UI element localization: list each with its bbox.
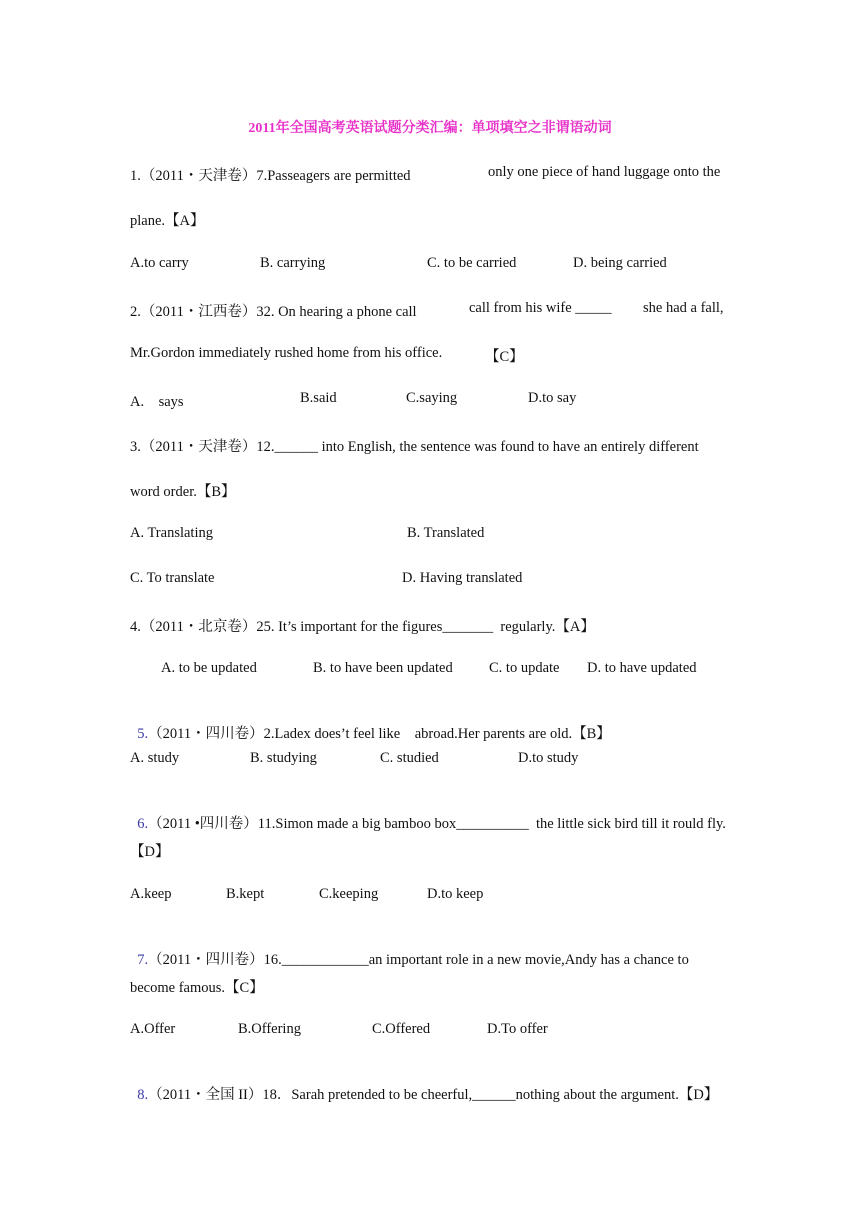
question-3-option-c: C. To translate xyxy=(130,570,215,586)
question-1-option-c: C. to be carried xyxy=(427,255,517,271)
question-6-answer: 【D】 xyxy=(130,844,170,860)
question-3-stem: 3.（2011・天津卷）12.______ into English, the sentence was found to have an entirely different xyxy=(130,439,699,455)
question-7-answer-line: become famous.【C】 xyxy=(130,980,264,996)
question-1-stem-continued: only one piece of hand luggage onto the xyxy=(488,164,721,180)
question-3-option-d: D. Having translated xyxy=(402,570,523,586)
question-5-number: 5. xyxy=(137,726,149,742)
question-4-option-c: C. to update xyxy=(489,660,560,676)
question-1-option-d: D. being carried xyxy=(573,255,667,271)
question-6-option-d: D.to keep xyxy=(427,886,484,902)
question-8-number: 8. xyxy=(137,1087,149,1103)
question-2-option-b: B.said xyxy=(300,390,337,406)
question-2-line-2: Mr.Gordon immediately rushed home from his office. xyxy=(130,345,443,361)
question-4-option-b: B. to have been updated xyxy=(313,660,453,676)
question-3-answer-line: word order.【B】 xyxy=(130,484,236,500)
question-2-option-c: C.saying xyxy=(406,390,458,406)
question-1-answer-line: plane.【A】 xyxy=(130,213,205,229)
question-5-option-d: D.to study xyxy=(518,750,579,766)
question-2-answer: 【C】 xyxy=(485,349,524,365)
question-5-option-a: A. study xyxy=(130,750,180,766)
question-8-stem: （2011・全国 II）18．Sarah pretended to be cheerful,______nothing about the argument.【D】 xyxy=(148,1087,719,1103)
question-4-stem: 4.（2011・北京卷）25. It’s important for the figures_______ regularly.【A】 xyxy=(130,619,595,635)
document-title: 2011年全国高考英语试题分类汇编：单项填空之非谓语动词 xyxy=(248,121,612,136)
question-6-option-c: C.keeping xyxy=(319,886,379,902)
question-6-option-a: A.keep xyxy=(130,886,172,902)
question-4-option-d: D. to have updated xyxy=(587,660,697,676)
question-6-stem: （2011 •四川卷）11.Simon made a big bamboo box__________ the little sick bird till it rould fly. xyxy=(148,816,726,832)
question-6-option-b: B.kept xyxy=(226,886,265,902)
question-2-stem-continued: call from his wife _____ xyxy=(469,300,612,316)
question-1-option-a: A.to carry xyxy=(130,255,189,271)
question-7-option-a: A.Offer xyxy=(130,1021,176,1037)
question-5-option-b: B. studying xyxy=(250,750,317,766)
question-1-option-b: B. carrying xyxy=(260,255,326,271)
question-5-stem: （2011・四川卷）2.Ladex does’t feel like abroad.Her parents are old.【B】 xyxy=(148,726,611,742)
question-7-option-c: C.Offered xyxy=(372,1021,431,1037)
question-2-stem-end: she had a fall, xyxy=(643,300,724,316)
question-7-option-d: D.To offer xyxy=(487,1021,548,1037)
question-7-option-b: B.Offering xyxy=(238,1021,301,1037)
question-2-option-d: D.to say xyxy=(528,390,577,406)
question-7-number: 7. xyxy=(137,952,149,968)
question-2-stem: 2.（2011・江西卷）32. On hearing a phone call xyxy=(130,304,417,320)
question-6-number: 6. xyxy=(137,816,149,832)
question-7-stem: （2011・四川卷）16.____________an important role in a new movie,Andy has a chance to xyxy=(148,952,689,968)
question-1-stem: 1.（2011・天津卷）7.Passeagers are permitted xyxy=(130,168,411,184)
question-3-option-b: B. Translated xyxy=(407,525,485,541)
question-3-option-a: A. Translating xyxy=(130,525,213,541)
question-5-option-c: C. studied xyxy=(380,750,439,766)
question-2-option-a: A. says xyxy=(130,394,184,410)
question-4-option-a: A. to be updated xyxy=(161,660,257,676)
